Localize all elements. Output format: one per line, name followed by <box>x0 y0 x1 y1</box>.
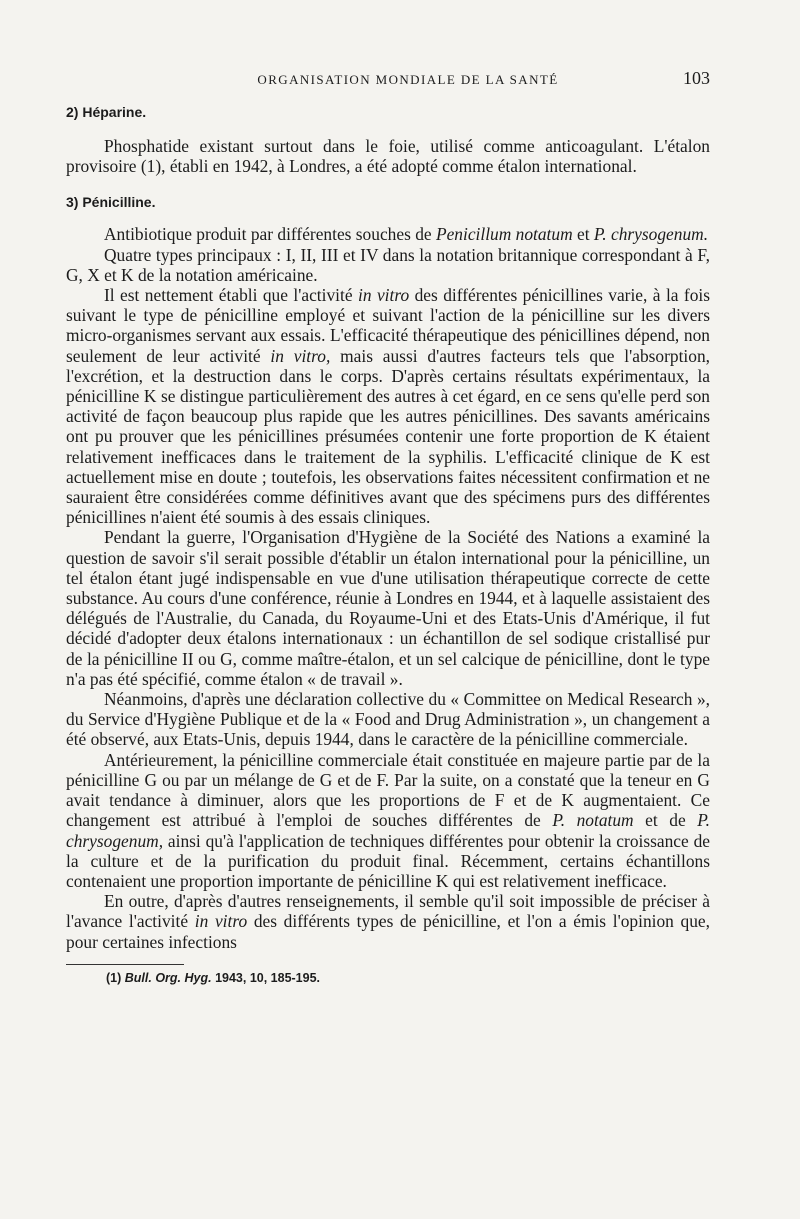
running-header <box>66 68 710 92</box>
document-page <box>66 68 710 985</box>
footnote <box>106 971 710 985</box>
page-number: 103 <box>683 68 710 88</box>
footnote-reference: 1943, 10, 185-195. <box>215 970 321 985</box>
paragraph-penicillin-6: Antérieurement, la pénicilline commerciale était constituée en majeure partie par de la pénicilline G ou par un mélange de G et de F. Par la suite, on a constaté que la teneur en G avait tendance à diminuer, alors que les proportions de F et de K augmentaient. Ce changement est attribué à l'emploi de souches différentes de P. notatum et de P. chrysogenum, ainsi qu'à l'application de techniques différentes pour obtenir la croissance de la culture et de la purification du produit final. Récemment, certains échantillons contenaient une proportion importante de pénicilline K qui est relativement inefficace. <box>66 749 710 891</box>
paragraph-heparin: Phosphatide existant surtout dans le foie, utilisé comme anticoagulant. L'étalon provisoire (1), établi en 1942, à Londres, a été adopté comme étalon international. <box>66 136 710 177</box>
footnote-journal: Bull. Org. Hyg. <box>124 970 212 985</box>
paragraph-penicillin-1: Antibiotique produit par différentes souches de Penicillum notatum et P. chrysogenum. <box>104 224 709 245</box>
footnote-mark: (1) <box>106 970 122 985</box>
paragraph-penicillin-4: Pendant la guerre, l'Organisation d'Hygiène de la Société des Nations a examiné la question de savoir s'il serait possible d'établir un étalon international pour la pénicilline, un tel étalon étant jugé indispensable en vue d'une utilisation thérapeutique correcte de cette substance. Au cours d'une conférence, réunie à Londres en 1944, et à laquelle assistaient des délégués de l'Australie, du Canada, du Royaume-Uni et des Etats-Unis d'Amérique, il fut décidé d'adopter deux étalons internationaux : un échantillon de sel sodique cristallisé pur de la pénicilline II ou G, comme maître-étalon, et un sel calcique de pénicilline, dont le type n'a pas été spécifié, comme étalon « de travail ». <box>66 527 710 689</box>
species-name: P. chrysogenum. <box>593 224 709 245</box>
footnote-divider <box>66 964 184 965</box>
paragraph-penicillin-3: Il est nettement établi que l'activité in vitro des différentes pénicillines varie, à la fois suivant le type de pénicilline employé et suivant l'action de la pénicilline sur les divers micro-organismes servant aux essais. L'efficacité thérapeutique des pénicillines dépend, non seulement de leur activité in vitro, mais aussi d'autres facteurs tels que l'absorption, l'excrétion, et la destruction dans le corps. D'après certains résultats expérimentaux, la pénicilline K se distingue particulièrement des autres à cet égard, en ce sens qu'elle perd son activité de façon beaucoup plus rapide que les autres pénicillines. Des savants américains ont pu prouver que les pénicillines présumées contenir une forte proportion de K étaient relativement inefficaces dans le traitement de la syphilis. L'efficacité clinique de K est actuellement mise en doute ; toutefois, les observations faites nécessitent confirmation et ne sauraient être considérées comme définitives avant que des spécimens purs des différentes pénicillines n'aient été soumis à des essais cliniques. <box>66 285 711 528</box>
species-name: Penicillum notatum <box>435 224 573 245</box>
running-title: ORGANISATION MONDIALE DE LA SANTÉ <box>257 72 559 87</box>
paragraph-penicillin-7: En outre, d'après d'autres renseignements, il semble qu'il soit impossible de préciser à l'avance l'activité in vitro des différents types de pénicilline, et l'on a émis l'opinion que, pour certaines infections <box>66 891 710 952</box>
paragraph-penicillin-5: Néanmoins, d'après une déclaration collective du « Committee on Medical Research », du Service d'Hygiène Publique et de la « Food and Drug Administration », un changement a été observé, aux Etats-Unis, depuis 1944, dans le caractère de la pénicilline commerciale. <box>66 689 710 750</box>
section-heading-heparin: 2) Héparine. <box>66 104 147 120</box>
paragraph-penicillin-2: Quatre types principaux : I, II, III et IV dans la notation britannique correspondant à F, G, X et K de la notation américaine. <box>66 244 710 285</box>
section-heading-penicillin: 3) Pénicilline. <box>66 194 156 211</box>
